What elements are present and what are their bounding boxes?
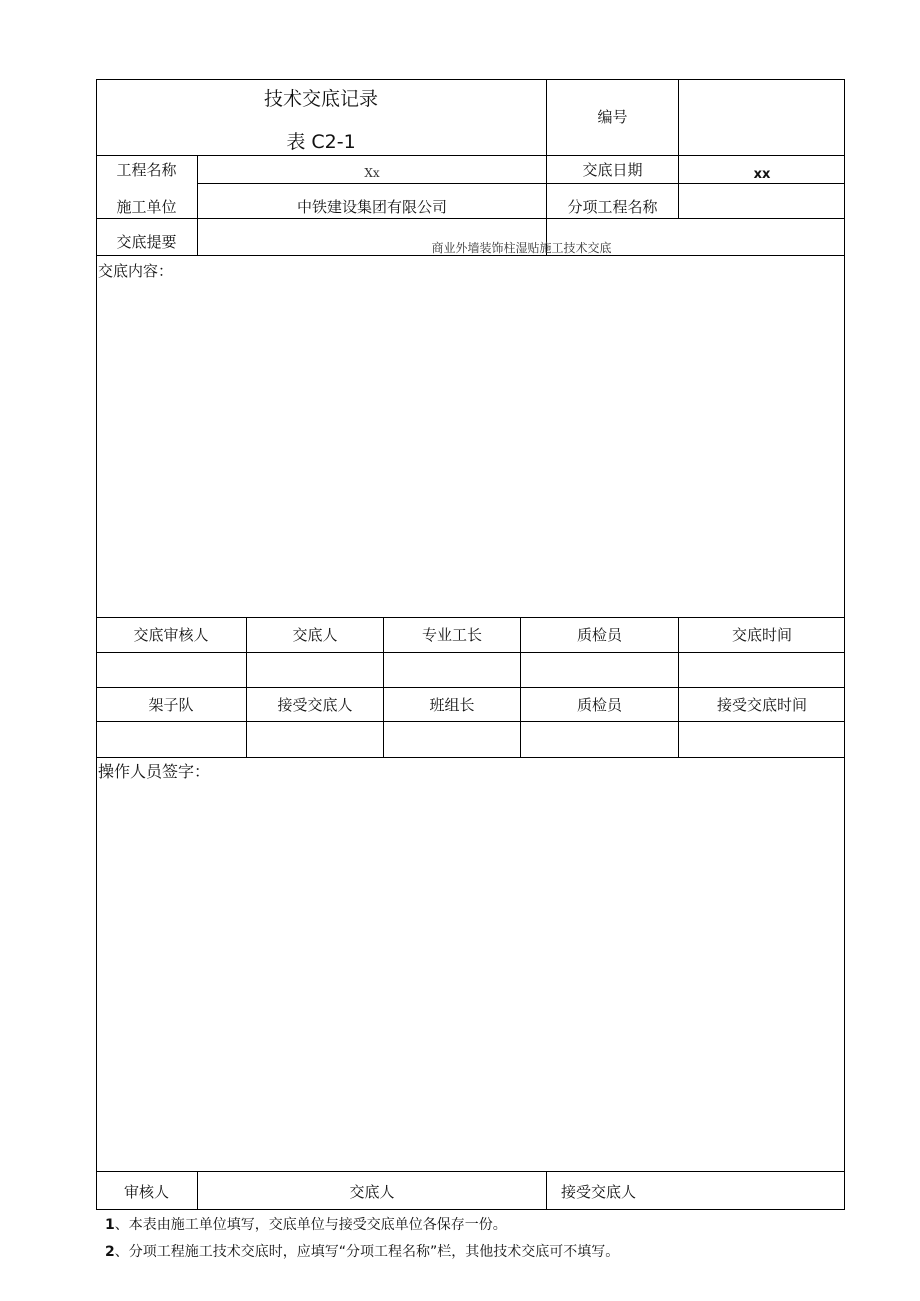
sign-header-team-leader: 班组长 xyxy=(429,696,475,714)
sign-cell-receive-time[interactable] xyxy=(679,722,844,757)
sign-header-receive-time: 接受交底时间 xyxy=(716,696,807,714)
project-name-label: 工程名称 xyxy=(116,161,177,179)
sign-cell-inspector[interactable] xyxy=(521,653,678,687)
construction-unit-label: 施工单位 xyxy=(116,198,177,216)
form-title: 技术交底记录 xyxy=(263,88,378,110)
briefing-date-label: 交底日期 xyxy=(582,161,643,179)
content-label: 交底内容： xyxy=(98,262,174,280)
footer-receiver-label: 接受交底人 xyxy=(561,1183,637,1201)
sign-header-reviewer: 交底审核人 xyxy=(133,626,209,644)
sign-cell-scaffold-team[interactable] xyxy=(97,722,246,757)
note-2-number: 2 xyxy=(105,1244,115,1260)
summary-value[interactable]: 商业外墙装饰柱湿贴施工技术交底 xyxy=(431,241,612,255)
sign-cell-team-leader[interactable] xyxy=(384,722,520,757)
sign-header-foreman: 专业工长 xyxy=(421,626,482,644)
footer-reviewer-label: 审核人 xyxy=(123,1183,169,1201)
serial-number-label: 编号 xyxy=(597,108,628,126)
content-area[interactable] xyxy=(97,282,844,616)
sign-header-inspector: 质检员 xyxy=(576,626,622,644)
sign-cell-presenter[interactable] xyxy=(247,653,383,687)
sign-header-presenter: 交底人 xyxy=(292,626,338,644)
sign-cell-reviewer[interactable] xyxy=(97,653,246,687)
sign-cell-recipient[interactable] xyxy=(247,722,383,757)
briefing-date-value[interactable]: xx xyxy=(753,167,771,182)
note-1 xyxy=(105,1216,507,1234)
note-1-number: 1 xyxy=(105,1217,115,1233)
sign-header-briefing-time: 交底时间 xyxy=(731,626,792,644)
construction-unit-value[interactable]: 中铁建设集团有限公司 xyxy=(296,198,447,216)
note-2 xyxy=(105,1243,619,1261)
note-2-text: 、分项工程施工技术交底时，应填写“分项工程名称”栏，其他技术交底可不填写。 xyxy=(114,1244,620,1260)
sign-header-scaffold-team: 架子队 xyxy=(148,696,194,714)
sign-cell-inspector-2[interactable] xyxy=(521,722,678,757)
sign-header-recipient: 接受交底人 xyxy=(277,696,353,714)
sign-cell-briefing-time[interactable] xyxy=(679,653,844,687)
project-name-value[interactable]: Xx xyxy=(364,166,380,180)
sign-cell-foreman[interactable] xyxy=(384,653,520,687)
note-1-text: 、本表由施工单位填写，交底单位与接受交底单位各保存一份。 xyxy=(114,1217,507,1233)
summary-label: 交底提要 xyxy=(116,233,177,251)
footer-presenter-label: 交底人 xyxy=(349,1183,395,1201)
sign-header-inspector-2: 质检员 xyxy=(576,696,622,714)
operators-signature-label: 操作人员签字： xyxy=(98,762,211,781)
operators-signature-area[interactable] xyxy=(97,785,844,1170)
form-number-code: 表 C2-1 xyxy=(286,131,356,153)
sub-project-label: 分项工程名称 xyxy=(567,198,658,216)
